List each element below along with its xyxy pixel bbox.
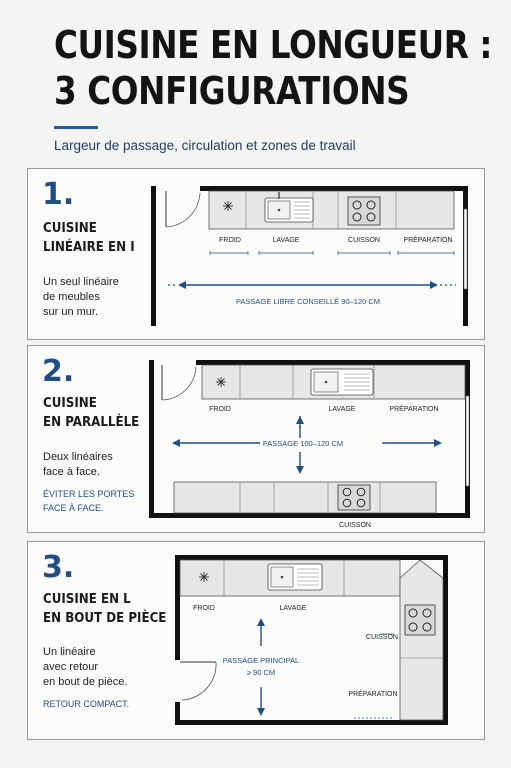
zone-label-preparation: PRÉPARATION (348, 691, 398, 698)
zone-label-froid: FROID (209, 406, 231, 413)
config-number: 2. (42, 354, 75, 389)
zone-label-froid: FROID (219, 237, 241, 244)
description-line: de meubles (43, 291, 100, 303)
config-title-line-1: CUISINE EN L (43, 591, 131, 607)
arrow-icon (257, 618, 265, 716)
zone-label-cuisson: CUISSON (366, 634, 398, 641)
page-title-line-1: CUISINE EN LONGUEUR : (54, 23, 493, 67)
zone-label-preparation: PRÉPARATION (403, 237, 453, 244)
wall-top (149, 360, 470, 365)
note-line: RETOUR COMPACT. (43, 699, 130, 709)
description-line: Deux linéaires (43, 451, 113, 463)
cooktop-icon (348, 197, 380, 225)
window (466, 396, 469, 486)
zone-label-cuisson: CUISSON (348, 237, 380, 244)
sink-icon (268, 564, 322, 590)
description-line: avec retour (43, 661, 99, 673)
config-card-3 (27, 541, 485, 740)
passage-label: PASSAGE LIBRE CONSEILLÉ 90–120 CM (235, 297, 381, 306)
wall-right (443, 555, 448, 725)
wall-top (175, 555, 448, 560)
floor-plan-parallel (28, 346, 484, 532)
wall-bottom (149, 513, 470, 518)
zone-label-lavage: LAVAGE (328, 406, 356, 413)
passage-label-line-2: ≥ 90 CM (246, 668, 276, 677)
snowflake-icon (216, 377, 226, 387)
zone-ticks (354, 634, 394, 718)
config-card-1 (27, 168, 485, 340)
config-title-line-2: EN BOUT DE PIÈCE (43, 610, 167, 626)
page-title-line-2: 3 CONFIGURATIONS (54, 69, 410, 113)
config-number: 3. (42, 550, 75, 585)
door-swing-icon (180, 662, 216, 700)
zone-label-lavage: LAVAGE (279, 605, 307, 612)
description-line: en bout de pièce. (43, 676, 128, 688)
note-line: FACE À FACE. (43, 503, 104, 513)
description-line: face à face. (43, 466, 100, 478)
wall-left (151, 186, 156, 326)
zone-dimension-ticks (210, 251, 454, 255)
door-opening (175, 660, 180, 702)
wall-left (149, 360, 154, 518)
zone-label-froid: FROID (193, 605, 215, 612)
title-accent-rule (54, 126, 98, 129)
page-subtitle: Largeur de passage, circulation et zones de travail (54, 138, 356, 153)
wall-bottom (175, 720, 448, 725)
window (464, 209, 467, 289)
floor-plan-l-shape (28, 542, 484, 739)
zone-label-cuisson: CUISSON (339, 522, 371, 529)
note-line: ÉVITER LES PORTES (43, 489, 135, 499)
passage-label: PASSAGE 100–120 CM (262, 439, 344, 448)
description-line: Un seul linéaire (43, 276, 119, 288)
door-swing-icon (162, 365, 196, 400)
cooktop-icon (338, 485, 370, 510)
cooktop-icon (405, 605, 435, 635)
config-title-line-2: EN PARALLÈLE (43, 414, 140, 430)
passage-label-line-1: PASSAGE PRINCIPAL (222, 656, 300, 665)
config-title-line-2: LINÉAIRE EN I (43, 239, 135, 255)
page-title (54, 22, 493, 114)
door-opening (154, 360, 196, 365)
description-line: Un linéaire (43, 646, 96, 658)
zone-label-lavage: LAVAGE (272, 237, 300, 244)
snowflake-icon (199, 572, 209, 582)
arrow-icon (168, 281, 456, 289)
counter-return (400, 560, 443, 720)
sink-icon (311, 369, 373, 395)
zone-label-preparation: PRÉPARATION (389, 406, 439, 413)
door-opening (156, 186, 200, 191)
snowflake-icon (223, 201, 233, 211)
counter-bottom (174, 482, 436, 513)
config-title-line-1: CUISINE (43, 220, 97, 236)
door-swing-icon (166, 191, 200, 227)
floor-plan-linear (28, 169, 484, 339)
config-card-2 (27, 345, 485, 533)
config-number: 1. (42, 177, 75, 212)
description-line: sur un mur. (43, 306, 99, 318)
config-title-line-1: CUISINE (43, 395, 97, 411)
